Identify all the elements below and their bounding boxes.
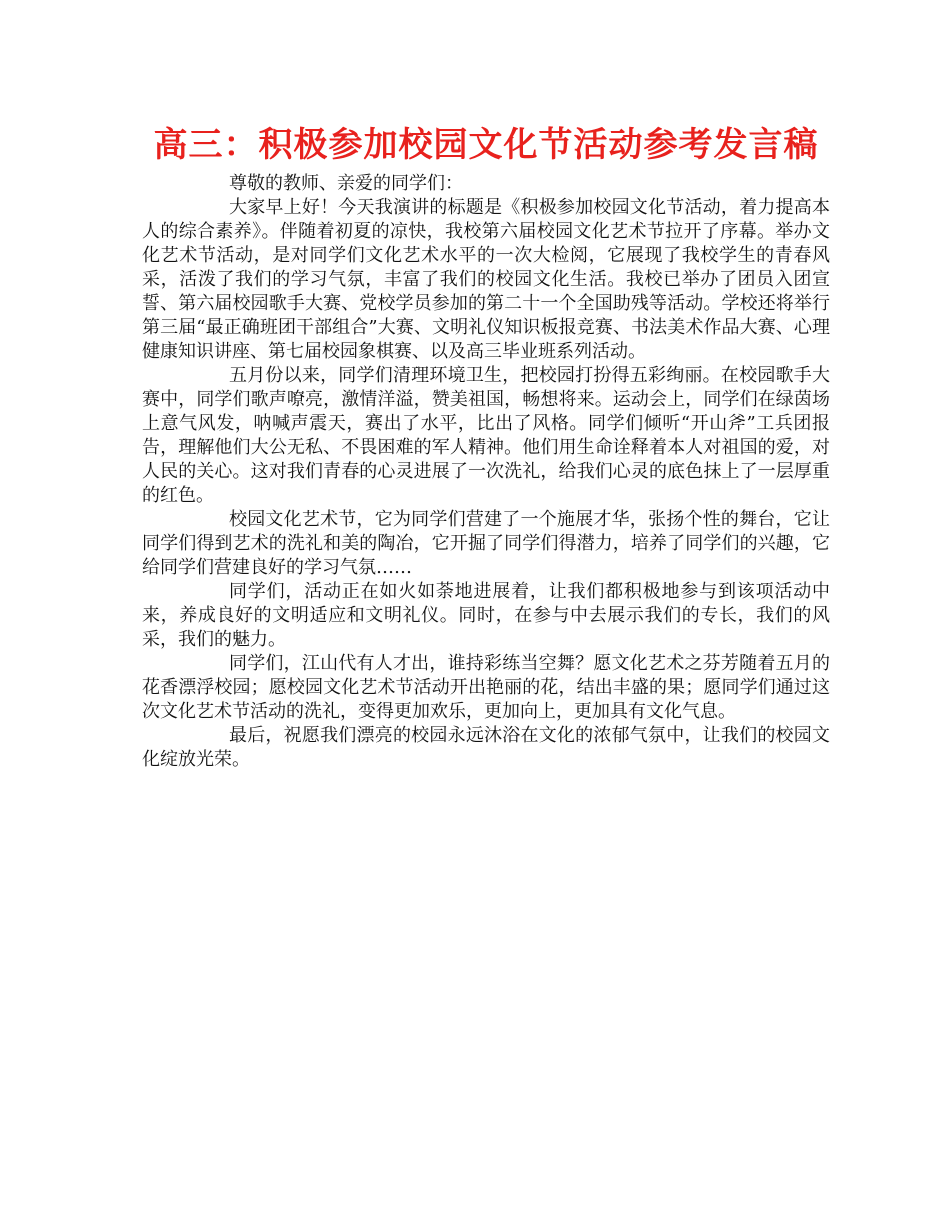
document-page bbox=[142, 122, 830, 772]
paragraph-1: 大家早上好！今天我演讲的标题是《积极参加校园文化节活动，着力提高本人的综合素养》。伴随着初夏的凉快，我校第六届校园文化艺术节拉开了序幕。举办文化艺术节活动，是对同学们文化艺术水平的一次大检阅，它展现了我校学生的青春风采，活泼了我们的学习气氛，丰富了我们的校园文化生活。我校已举办了团员入团宣誓、第六届校园歌手大赛、党校学员参加的第二十一个全国助残等活动。学校还将举行第三届“最正确班团干部组合”大赛、文明礼仪知识板报竞赛、书法美术作品大赛、心理健康知识讲座、第七届校园象棋赛、以及高三毕业班系列活动。 bbox=[142, 197, 830, 362]
paragraph-2: 五月份以来，同学们清理环境卫生，把校园打扮得五彩绚丽。在校园歌手大赛中，同学们歌声嘹亮，激情洋溢，赞美祖国，畅想将来。运动会上，同学们在绿茵场上意气风发，呐喊声震天，赛出了水平，比出了风格。同学们倾听“开山斧”工兵团报告，理解他们大公无私、不畏困难的军人精神。他们用生命诠释着本人对祖国的爱，对人民的关心。这对我们青春的心灵进展了一次洗礼，给我们心灵的底色抹上了一层厚重的红色。 bbox=[142, 365, 830, 506]
paragraph-6: 最后，祝愿我们漂亮的校园永远沐浴在文化的浓郁气氛中，让我们的校园文化绽放光荣。 bbox=[142, 725, 830, 770]
paragraph-5: 同学们，江山代有人才出，谁持彩练当空舞？愿文化艺术之芬芳随着五月的花香漂浮校园；愿校园文化艺术节活动开出艳丽的花，结出丰盛的果；愿同学们通过这次文化艺术节活动的洗礼，变得更加欢乐，更加向上，更加具有文化气息。 bbox=[142, 653, 830, 722]
document-title: 高三：积极参加校园文化节活动参考发言稿 bbox=[153, 125, 819, 165]
paragraph-4: 同学们，活动正在如火如荼地进展着，让我们都积极地参与到该项活动中来，养成良好的文明适应和文明礼仪。同时，在参与中去展示我们的专长，我们的风采，我们的魅力。 bbox=[142, 581, 830, 650]
salutation: 尊敬的教师、亲爱的同学们： bbox=[229, 173, 463, 194]
paragraph-3: 校园文化艺术节，它为同学们营建了一个施展才华，张扬个性的舞台，它让同学们得到艺术的洗礼和美的陶冶，它开掘了同学们得潜力，培养了同学们的兴趣，它给同学们营建良好的学习气氛…… bbox=[142, 509, 830, 578]
document-body bbox=[142, 172, 830, 772]
